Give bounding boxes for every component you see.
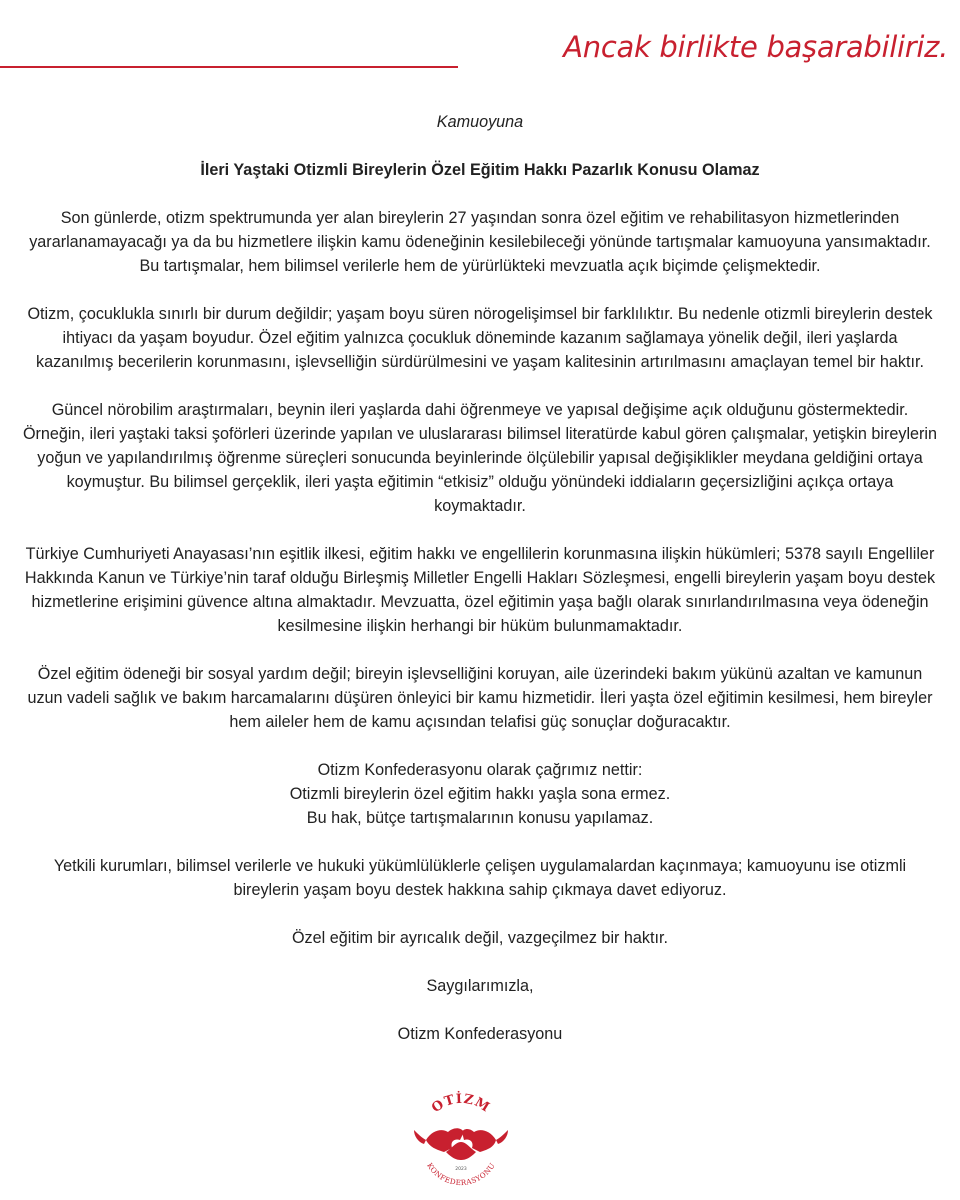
logo-bottom-text: KONFEDERASYONU [425, 1161, 497, 1188]
call-block [22, 758, 938, 830]
logo-year: 2023 [455, 1167, 467, 1172]
paragraph-2: Otizm, çocuklukla sınırlı bir durum değildir; yaşam boyu süren nörogelişimsel bir farklılıktır. Bu nedenle otizmli bireylerin destek ihtiyacı da yaşam boyudur. Özel eğitim yalnızca çocukluk döneminde kazanım sağlamaya yönelik değil, ileri yaşlarda kazanılmış becerilerin korunmasını, işlevselliğin sürdürülmesini ve yaşam kalitesinin artırılmasını amaçlayan temel bir haktır. [27, 305, 933, 371]
paragraph-3: Güncel nörobilim araştırmaları, beynin ileri yaşlarda dahi öğrenmeye ve yapısal değişime açık olduğunu göstermektedir. Örneğin, ileri yaştaki taksi şoförleri üzerinde yapılan ve uluslararası bilimsel literatürde kabul gören çalışmalar, yetişkin bireylerin yoğun ve yapılandırılmış öğrenme süreçleri sonucunda beyinlerinde ölçülebilir yapısal değişiklikler meydana geldiğini ortaya koymuştur. Bu bilimsel gerçeklik, ileri yaşta eğitimin “etkisiz” olduğu yönündeki iddiaların geçersizliğini açıkça ortaya koymaktadır. [22, 401, 938, 515]
letter-salutation: Kamuoyuna [436, 113, 524, 131]
call-line-2: Otizmli bireylerin özel eğitim hakkı yaşla sona ermez. [289, 785, 671, 803]
svg-text:KONFEDERASYONU [425, 1161, 497, 1187]
letter-title: İleri Yaştaki Otizmli Bireylerin Özel Eğitim Hakkı Pazarlık Konusu Olamaz [200, 161, 760, 179]
invitation-paragraph: Yetkili kurumları, bilimsel verilerle ve hukuki yükümlülüklerle çelişen uygulamalardan kaçınmaya; kamuoyunu ise otizmli bireylerin yaşam boyu destek hakkına sahip çıkmaya davet ediyoruz. [53, 857, 907, 899]
letter-body [22, 110, 938, 1070]
regards-line: Saygılarımızla, [426, 977, 534, 995]
signature-line: Otizm Konfederasyonu [397, 1025, 563, 1043]
call-line-3: Bu hak, bütçe tartışmalarının konusu yapılamaz. [306, 809, 654, 827]
header-divider [0, 66, 458, 68]
confederation-logo [408, 1090, 514, 1190]
call-line-1: Otizm Konfederasyonu olarak çağrımız nettir: [317, 761, 643, 779]
paragraph-5: Özel eğitim ödeneği bir sosyal yardım değil; bireyin işlevselliğini koruyan, aile üzerindeki bakım yükünü azaltan ve kamunun uzun vadeli sağlık ve bakım harcamalarını düşüren önleyici bir kamu hizmetidir. İleri yaşta özel eğitimin kesilmesi, hem bireyler hem aileler hem de kamu açısından telafisi güç sonuçlar doğuracaktır. [27, 665, 933, 731]
logo-top-text: OTİZM [429, 1091, 493, 1117]
paragraph-4: Türkiye Cumhuriyeti Anayasası’nın eşitlik ilkesi, eğitim hakkı ve engellilerin korunmasına ilişkin hükümleri; 5378 sayılı Engelliler Hakkında Kanun ve Türkiye’nin taraf olduğu Birleşmiş Milletler Engelli Hakları Sözleşmesi, engelli bireylerin yaşam boyu destek hizmetlerine erişimini güvence altına almaktadır. Mevzuatta, özel eğitimin yaşa bağlı olarak sınırlandırılmasına veya ödeneğin kesilmesine ilişkin herhangi bir hüküm bulunmamaktadır. [24, 545, 936, 635]
header-slogan: Ancak birlikte başarabiliriz. [563, 30, 948, 64]
paragraph-1: Son günlerde, otizm spektrumunda yer alan bireylerin 27 yaşından sonra özel eğitim ve rehabilitasyon hizmetlerinden yararlanamayacağı ya da bu hizmetlere ilişkin kamu ödeneğinin kesilebileceği yönünde tartışmalar kamuoyuna yansımaktadır. Bu tartışmalar, hem bilimsel verilerle hem de yürürlükteki mevzuatla açık biçimde çelişmektedir. [29, 209, 931, 275]
closing-statement: Özel eğitim bir ayrıcalık değil, vazgeçilmez bir haktır. [291, 929, 669, 947]
hands-puzzle-icon [414, 1128, 508, 1160]
svg-text:OTİZM [429, 1091, 492, 1116]
